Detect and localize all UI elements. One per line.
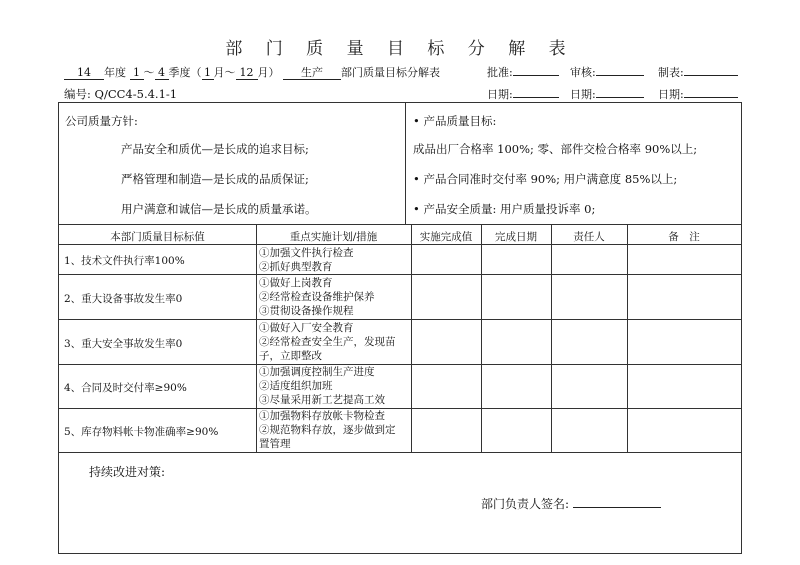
row-line-2 [59, 319, 741, 320]
goals-heading: • 产品质量目标: [413, 114, 497, 128]
header-row-line [59, 244, 741, 245]
prepare-blank [684, 75, 738, 76]
policy-line-3: 用户满意和诚信—是长成的质量承诺。 [121, 202, 317, 216]
date1-label: 日期: [487, 88, 513, 101]
row-2-measure-2: ②经常检查设备维护保养 [259, 291, 375, 303]
header-period-line [64, 64, 440, 80]
policy-line-2: 严格管理和制造—是长成的品质保证; [121, 172, 309, 186]
col-header-date: 完成日期 [495, 231, 537, 243]
year-label: 年度 [104, 66, 126, 79]
col-line-5 [627, 225, 628, 452]
row-line-3 [59, 364, 741, 365]
year-value: 14 [64, 66, 104, 80]
date2-field [570, 86, 644, 102]
approve-field [487, 64, 559, 80]
prepare-field [658, 64, 738, 80]
date3-field [658, 86, 738, 102]
row-5-measure-3: 置管理 [259, 438, 291, 450]
row-5-target: 5、库存物料帐卡物准确率≥90% [64, 426, 219, 438]
col-header-measures: 重点实施计划/措施 [289, 231, 378, 243]
policy-line-1: 产品安全和质优—是长成的追求目标; [121, 142, 309, 156]
month-from-value: 1 [202, 66, 214, 80]
row-1-target: 1、技术文件执行率100% [64, 255, 185, 267]
row-3-target: 3、重大安全事故发生率0 [64, 338, 183, 350]
col-line-3 [481, 225, 482, 452]
col-line-1 [256, 225, 257, 452]
row-line-4 [59, 408, 741, 409]
review-label: 审核: [570, 66, 596, 79]
goals-line-2: • 产品合同准时交付率 90%; 用户满意度 85%以上; [413, 172, 678, 186]
row-5-measure-2: ②规范物料存放，逐步做到定 [259, 424, 396, 436]
date2-blank [596, 97, 644, 98]
row-3-measure-3: 子，立即整改 [259, 350, 322, 362]
row-3-measure-2: ②经常检查安全生产，发现苗 [259, 336, 396, 348]
row-4-measure-3: ③尽量采用新工艺提高工效 [259, 394, 385, 406]
month-end-label: 月） [257, 66, 280, 79]
doc-name: 部门质量目标分解表 [341, 66, 440, 79]
row-4-target: 4、合同及时交付率≥90% [64, 382, 187, 394]
date3-blank [684, 97, 738, 98]
improvement-heading: 持续改进对策: [89, 465, 166, 479]
row-5-measure-1: ①加强物料存放帐卡物检查 [259, 410, 385, 422]
goals-line-1: 成品出厂合格率 100%; 零、部件交检合格率 90%以上; [413, 142, 698, 156]
form-table [58, 102, 742, 554]
signature-blank [573, 507, 661, 508]
col-header-remark: 备 注 [668, 231, 700, 243]
col-line-4 [551, 225, 552, 452]
row-2-measures [259, 276, 375, 318]
prepare-label: 制表: [658, 66, 684, 79]
goals-line-3: • 产品安全质量: 用户质量投诉率 0; [413, 202, 596, 216]
date1-blank [513, 97, 559, 98]
month-to-value: 12 [236, 66, 258, 80]
top-section-bottom-line [59, 224, 741, 225]
row-2-measure-3: ③贯彻设备操作规程 [259, 305, 354, 317]
date2-label: 日期: [570, 88, 596, 101]
row-4-measure-1: ①加强调度控制生产进度 [259, 366, 375, 378]
row-4-measures [259, 365, 385, 407]
policy-heading: 公司质量方针: [65, 114, 138, 128]
date3-label: 日期: [658, 88, 684, 101]
doc-code: 编号: Q/CC4-5.4.1-1 [64, 87, 178, 101]
policy-goal-divider [405, 103, 406, 225]
col-line-2 [411, 225, 412, 452]
row-3-measures [259, 321, 396, 363]
row-4-measure-2: ②适度组织加班 [259, 380, 333, 392]
quarter-from-value: 1 [130, 66, 144, 80]
review-blank [596, 75, 644, 76]
col-header-target: 本部门质量目标标值 [110, 231, 205, 243]
row-2-target: 2、重大设备事故发生率0 [64, 293, 183, 305]
row-1-measures [259, 246, 354, 274]
row-line-5 [59, 452, 741, 453]
date1-field [487, 86, 559, 102]
dept-value: 生产 [283, 66, 341, 80]
row-1-measure-2: ②抓好典型教育 [259, 261, 333, 273]
row-line-1 [59, 274, 741, 275]
approve-blank [513, 75, 559, 76]
signature-label: 部门负责人签名: [481, 497, 570, 511]
row-5-measures [259, 409, 396, 451]
quarter-label: 季度（ [168, 66, 202, 79]
quarter-sep: ～ [143, 66, 155, 79]
month-mid-label: 月～ [213, 66, 236, 79]
row-2-measure-1: ①做好上岗教育 [259, 277, 333, 289]
col-header-actual: 实施完成值 [419, 231, 473, 243]
approve-label: 批准: [487, 66, 513, 79]
row-3-measure-1: ①做好入厂安全教育 [259, 322, 354, 334]
review-field [570, 64, 644, 80]
quarter-to-value: 4 [155, 66, 169, 80]
signature-field [481, 495, 661, 512]
page-title: 部 门 质 量 目 标 分 解 表 [225, 39, 575, 59]
row-1-measure-1: ①加强文件执行检查 [259, 247, 354, 259]
col-header-owner: 责任人 [573, 231, 605, 243]
